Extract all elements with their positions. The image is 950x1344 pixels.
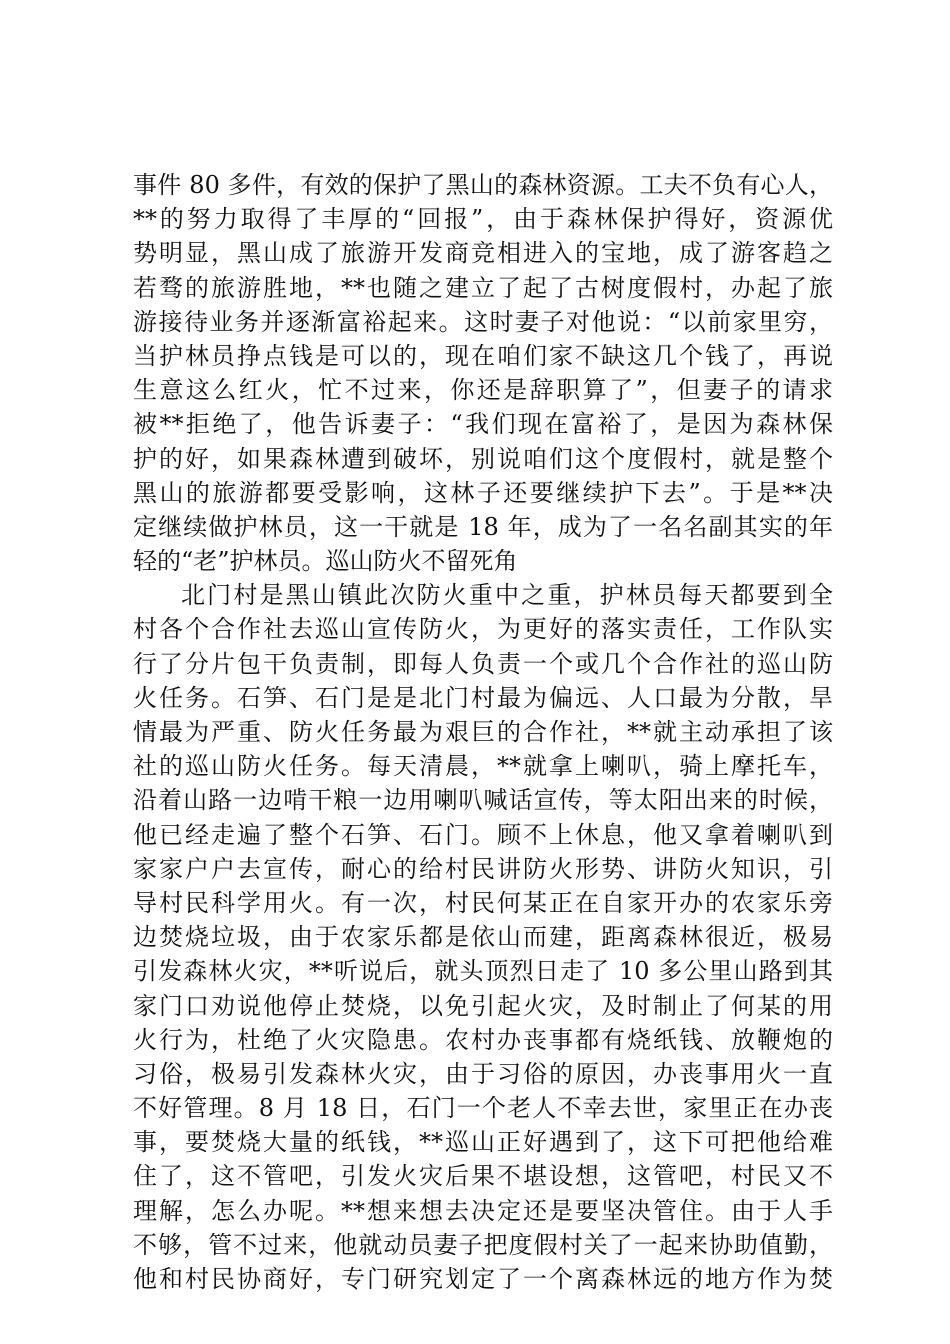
text-line: 习俗，极易引发森林火灾，由于习俗的原因，办丧事用火一直 — [133, 1059, 833, 1088]
text-line: 家门口劝说他停止焚烧，以免引起火灾，及时制止了何某的用 — [133, 991, 833, 1020]
text-line: 若骛的旅游胜地，**也随之建立了起了古树度假村，办起了旅 — [133, 273, 833, 302]
text-line: 住了，这不管吧，引发火灾后果不堪设想，这管吧，村民又不 — [133, 1162, 833, 1191]
text-line: 轻的“老”护林员。巡山防火不留死角 — [133, 547, 518, 576]
text-line: 村各个合作社去巡山宣传防火，为更好的落实责任，工作队实 — [133, 615, 833, 644]
text-line: 生意这么红火，忙不过来，你还是辞职算了”，但妻子的请求 — [133, 376, 833, 405]
text-line: 引发森林火灾，**听说后，就头顶烈日走了 10 多公里山路到其 — [133, 957, 833, 986]
text-line: 护的好，如果森林遭到破坏，别说咱们这个度假村，就是整个 — [133, 444, 833, 473]
text-line: 被**拒绝了，他告诉妻子：“我们现在富裕了，是因为森林保 — [133, 410, 833, 439]
paragraph — [133, 168, 833, 578]
text-line: 不够，管不过来，他就动员妻子把度假村关了一起来协助值勤， — [133, 1230, 833, 1259]
text-line: 边焚烧垃圾，由于农家乐都是依山而建，距离森林很近，极易 — [133, 923, 833, 952]
text-line: **的努力取得了丰厚的“回报”，由于森林保护得好，资源优 — [133, 205, 833, 234]
text-line: 事，要焚烧大量的纸钱，**巡山正好遇到了，这下可把他给难 — [133, 1128, 833, 1157]
text-line: 定继续做护林员，这一干就是 18 年，成为了一名名副其实的年 — [133, 512, 833, 541]
paragraph — [133, 578, 833, 1296]
text-line: 行了分片包干负责制，即每人负责一个或几个合作社的巡山防 — [133, 649, 833, 678]
text-line: 他已经走遍了整个石笋、石门。顾不上休息，他又拿着喇叭到 — [133, 820, 833, 849]
text-line: 势明显，黑山成了旅游开发商竞相进入的宝地，成了游客趋之 — [133, 239, 833, 268]
text-line: 事件 80 多件，有效的保护了黑山的森林资源。工夫不负有心人， — [133, 171, 833, 199]
text-line: 当护林员挣点钱是可以的，现在咱们家不缺这几个钱了，再说 — [133, 341, 833, 370]
text-line: 火任务。石笋、石门是是北门村最为偏远、人口最为分散，旱 — [133, 683, 833, 712]
text-line: 沿着山路一边啃干粮一边用喇叭喊话宣传，等太阳出来的时候， — [133, 786, 833, 815]
text-line: 家家户户去宣传，耐心的给村民讲防火形势、讲防火知识，引 — [133, 854, 833, 883]
text-line: 黑山的旅游都要受影响，这林子还要继续护下去”。于是**决 — [133, 478, 833, 507]
text-line: 不好管理。8 月 18 日，石门一个老人不幸去世，家里正在办丧 — [133, 1094, 833, 1123]
text-line: 情最为严重、防火任务最为艰巨的合作社，**就主动承担了该 — [133, 718, 833, 746]
text-line: 北门村是黑山镇此次防火重中之重，护林员每天都要到全 — [181, 581, 833, 610]
text-line: 他和村民协商好，专门研究划定了一个离森林远的地方作为焚 — [133, 1265, 833, 1293]
body-text — [133, 168, 833, 1296]
text-line: 社的巡山防火任务。每天清晨，**就拿上喇叭，骑上摩托车， — [133, 752, 833, 781]
text-line: 游接待业务并逐渐富裕起来。这时妻子对他说：“以前家里穷， — [133, 307, 833, 336]
text-line: 火行为，杜绝了火灾隐患。农村办丧事都有烧纸钱、放鞭炮的 — [133, 1025, 833, 1054]
text-line: 导村民科学用火。有一次，村民何某正在自家开办的农家乐旁 — [133, 888, 833, 917]
text-line: 理解，怎么办呢。**想来想去决定还是要坚决管住。由于人手 — [133, 1196, 833, 1225]
